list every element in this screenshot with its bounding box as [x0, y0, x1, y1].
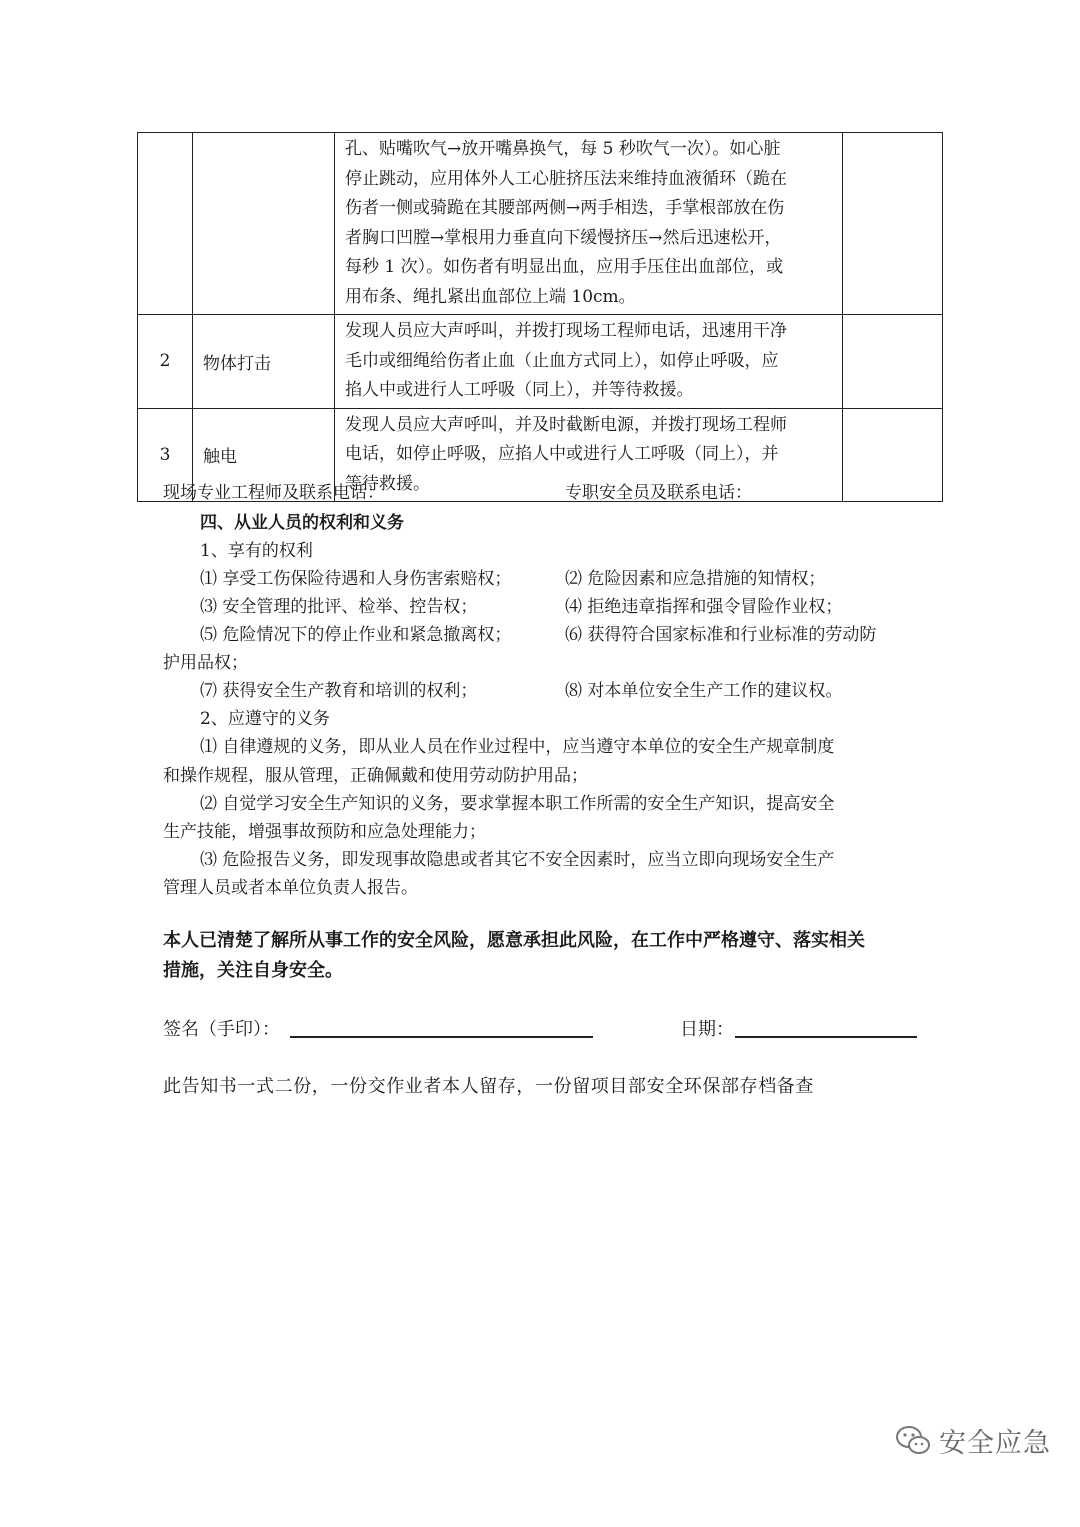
right-item: ⑸ 危险情况下的停止作业和紧急撤离权；	[200, 625, 512, 645]
acknowledgement-statement	[163, 926, 923, 986]
row-number	[138, 133, 193, 315]
right-item: ⑶ 安全管理的批评、检举、控告权；	[200, 597, 478, 617]
measure-line: 用布条、绳扎紧出血部位上端 10cm。	[345, 286, 636, 307]
signature-label: 签名（手印）：	[163, 1019, 280, 1040]
duty-item: ⑵ 自觉学习安全生产知识的义务，要求掌握本职工作所需的安全生产知识，提高安全	[200, 794, 835, 814]
duties-heading: 2、应遵守的义务	[200, 709, 330, 729]
measure-line: 者胸口凹膛→掌根用力垂直向下缓慢挤压→然后迅速松开，	[345, 227, 782, 248]
measure-line: 发现人员应大声呼叫，并拨打现场工程师电话，迅速用干净	[345, 321, 787, 341]
signature-field[interactable]	[290, 1036, 593, 1038]
safety-officer-contact-label: 专职安全员及联系电话：	[565, 483, 752, 503]
right-item: ⑴ 享受工伤保险待遇和人身伤害索赔权；	[200, 569, 512, 589]
rights-heading: 1、享有的权利	[200, 541, 313, 561]
right-item: ⑵ 危险因素和应急措施的知情权；	[565, 569, 826, 589]
wechat-icon	[893, 1420, 933, 1460]
measure-cell	[335, 133, 843, 315]
duty-item: ⑴ 自律遵规的义务，即从业人员在作业过程中，应当遵守本单位的安全生产规章制度	[200, 737, 835, 757]
date-field[interactable]	[735, 1036, 917, 1038]
right-item-continued: 护用品权；	[163, 653, 248, 673]
duty-item-continued: 和操作规程，服从管理，正确佩戴和使用劳动防护用品；	[163, 766, 588, 786]
watermark	[893, 1420, 1051, 1460]
engineer-contact-label: 现场专业工程师及联系电话：	[163, 483, 384, 503]
remarks-cell	[843, 408, 943, 502]
row-number: 2	[138, 315, 193, 409]
statement-line: 本人已清楚了解所从事工作的安全风险，愿意承担此风险，在工作中严格遵守、落实相关	[163, 930, 865, 951]
measure-line: 电话，如停止呼吸，应掐人中或进行人工呼吸（同上），并	[345, 444, 779, 464]
measure-line: 掐人中或进行人工呼吸（同上），并等待救援。	[345, 380, 694, 400]
hazard-name: 物体打击	[193, 315, 335, 409]
measure-line: 每秒 1 次）。如伤者有明显出血，应用手压住出血部位，或	[345, 257, 784, 277]
duty-item-continued: 生产技能，增强事故预防和应急处理能力；	[163, 822, 486, 842]
hazard-name	[193, 133, 335, 315]
measure-line: 毛巾或细绳给伤者止血（止血方式同上），如停止呼吸，应	[345, 350, 779, 371]
remarks-cell	[843, 133, 943, 315]
right-item: ⑹ 获得符合国家标准和行业标准的劳动防	[565, 625, 877, 645]
right-item: ⑻ 对本单位安全生产工作的建议权。	[565, 681, 843, 701]
measure-line: 等待救援。	[345, 473, 430, 494]
measure-line: 发现人员应大声呼叫，并及时截断电源，并拨打现场工程师	[345, 414, 787, 435]
duty-item-continued: 管理人员或者本单位负责人报告。	[163, 878, 418, 898]
hazard-name: 触电	[193, 408, 335, 502]
measure-cell	[335, 315, 843, 409]
emergency-measures-table	[137, 132, 943, 502]
measure-line: 孔、贴嘴吹气→放开嘴鼻换气，每 5 秒吹气一次）。如心脏	[345, 139, 781, 159]
footer-note: 此告知书一式二份，一份交作业者本人留存，一份留项目部安全环保部存档备查	[163, 1076, 814, 1097]
row-number: 3	[138, 408, 193, 502]
section-title: 四、从业人员的权利和义务	[200, 513, 404, 533]
remarks-cell	[843, 315, 943, 409]
statement-line: 措施，关注自身安全。	[163, 960, 343, 981]
date-label: 日期：	[680, 1019, 734, 1040]
duty-item: ⑶ 危险报告义务，即发现事故隐患或者其它不安全因素时，应当立即向现场安全生产	[200, 850, 835, 870]
watermark-text: 安全应急	[939, 1427, 1051, 1459]
right-item: ⑷ 拒绝违章指挥和强令冒险作业权；	[565, 597, 843, 617]
table-row	[138, 133, 943, 315]
table-row	[138, 315, 943, 409]
measure-line: 停止跳动，应用体外人工心脏挤压法来维持血液循环（跪在	[345, 168, 787, 189]
right-item: ⑺ 获得安全生产教育和培训的权利；	[200, 681, 478, 701]
measure-line: 伤者一侧或骑跪在其腰部两侧→两手相迭，手掌根部放在伤	[345, 198, 785, 218]
